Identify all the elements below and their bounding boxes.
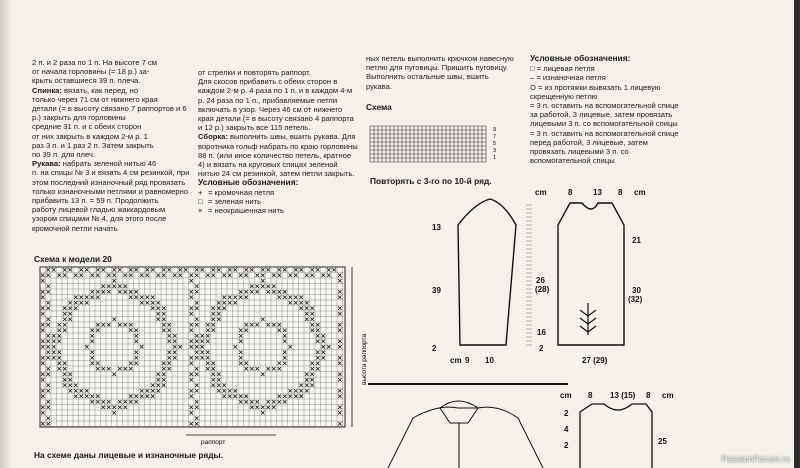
measure-label: 30 <box>632 286 641 295</box>
text-line: вязать, как перед, но <box>61 85 139 95</box>
repeat-note: Повторять с 3-го по 10-й ряд. <box>370 176 492 186</box>
measure-label: 2 <box>564 441 569 450</box>
text-line: 2 п. и 2 раза по 1 п. На высоте 7 см <box>32 58 157 67</box>
row-number: 1 <box>493 155 497 161</box>
collar-outline <box>440 401 478 423</box>
measure-label: cm <box>634 188 646 197</box>
text-line: от начала горловины (= 18 р.) за- <box>32 67 150 77</box>
measure-label: 2 <box>432 344 437 353</box>
measure-label: 16 <box>537 328 546 337</box>
sleeves-section <box>32 159 190 168</box>
legend-text: = неокрашенная нить <box>208 206 284 216</box>
measure-label: 8 <box>618 188 623 197</box>
row-number: 9 <box>493 127 497 133</box>
back-pattern <box>560 390 710 468</box>
text-line: только через 71 см от нижнего края <box>32 94 158 104</box>
legend-item: □ = лицевая петля <box>530 64 595 74</box>
text-line: средние 31 п. и с обеих сторон <box>32 122 142 132</box>
legend-title: Условные обозначения: <box>530 53 631 63</box>
page-edge <box>794 0 800 468</box>
green-yarn-icon: □ <box>198 196 203 206</box>
legend-text: = зеленая нить <box>208 196 262 206</box>
measure-label: cm <box>662 391 674 400</box>
row-number: 3 <box>493 148 497 154</box>
text-line: Для скосов прибавить с обеих сторон в каждом 2-м р. 4 раза по 1 п. и в каждом 4-м р. 24 раза по 1 п., прибавляемые петли включать в узор. Через 46 см от нижнего края детали (= в высоту связано 4 раппорта и 12 р.) закрыть все 115 петель. <box>198 77 354 133</box>
back-section <box>32 86 190 95</box>
legend-item: = 3 п. оставить на вспомогательной спице перед работой, 3 лицевые, затем провязать лицевыми 3 п. со вспомогательной спицы <box>530 128 679 166</box>
legend-item: – = изнаночная петля <box>530 73 606 83</box>
garment-pattern <box>420 185 660 370</box>
measure-label: cm <box>560 391 572 400</box>
measure-label: 2 <box>564 409 569 418</box>
measure-label: 39 <box>432 286 441 295</box>
text-line: по 39 п. для плеч. <box>32 150 95 160</box>
measure-label: 9 <box>465 356 470 365</box>
measure-label: 26 <box>536 276 545 285</box>
assembly-heading: Сборка: <box>198 132 228 142</box>
jacket-outline <box>388 407 543 468</box>
chart-title: Схема к модели 20 <box>34 254 112 264</box>
text-line: набрать зеленой нитью 46 <box>60 159 157 169</box>
jacquard-chart <box>36 265 376 445</box>
cable-scheme <box>368 124 512 164</box>
back-heading: Спинка: <box>32 85 62 95</box>
text-line: работу лицевой гладью жаккардовым узором спицами № 4, для этого после кромочной петли начать <box>32 205 167 233</box>
measure-label: cm <box>450 356 462 365</box>
column-3 <box>366 54 516 112</box>
measure-label: 13 <box>593 188 602 197</box>
text-line: детали (= в высоту связано 7 раппортов и 6 р.) закрыть для горловины <box>32 104 187 123</box>
measure-label: 2 <box>539 344 544 353</box>
front-outline <box>558 203 624 345</box>
undyed-yarn-icon: × <box>198 206 203 216</box>
assembly-section <box>198 132 358 178</box>
measure-label: 10 <box>485 356 494 365</box>
measure-label: (28) <box>535 285 550 294</box>
sleeve-outline <box>458 199 516 345</box>
measure-label: 27 (29) <box>582 356 608 365</box>
legend-item: = 3 п. оставить на вспомогательной спице за работой, 3 лицевые, затем провязать лицевыми 3 п. со вспомогательной спицы <box>530 101 679 129</box>
assembly-text: выполнить швы, вшить рукава. Для воротника гольф набрать по краю горловины 88 п. (или иное количество петель, кратное 4) и вязать на круговых спицах зеленой нитью 24 см резинкой, затем петли закрыть. <box>198 132 358 179</box>
sleeves-heading: Рукава: <box>32 159 61 169</box>
measure-label: 4 <box>564 425 569 434</box>
page-binding <box>0 0 12 468</box>
legend-title: Условные обозначения: <box>198 177 299 188</box>
measure-label: 21 <box>632 236 641 245</box>
measure-label: 8 <box>568 188 573 197</box>
text-line: раз 3 п. и 1 раз 2 п. Затем закрыть <box>32 140 154 150</box>
text-line: прибавить 13 п. = 59 п. Продолжить <box>32 196 159 206</box>
chart-note: На схеме даны лицевые и изнаночные ряды. <box>34 450 224 460</box>
watermark: PassionForum.ru <box>721 454 790 464</box>
back-outline <box>580 404 652 468</box>
measure-label: 13 (15) <box>610 391 636 400</box>
text-line: ных петель выполнить крючком навесную петлю для пуговицы. Пришить пуговицу. Выполнить остальные швы, вшить рукава. <box>366 54 514 91</box>
text-line: п. на спицы № 3 и вязать 4 см резинкой, при этом последний изнаночный ряд провязать только изнаночными петлями и равномерно <box>32 168 190 196</box>
measure-label: cm <box>535 188 547 197</box>
row-number: 5 <box>493 141 497 147</box>
row-number: 7 <box>493 134 497 140</box>
text-line: от стрелки и повторять раппорт. <box>198 68 311 77</box>
column-2 <box>198 68 358 215</box>
legend-text: = кромочная петля <box>208 187 275 197</box>
column-1 <box>32 58 190 233</box>
text-line: крыть оставшиеся 39 п. плеча. <box>32 76 141 86</box>
repeat-width-label: раппорт <box>201 439 226 445</box>
scheme-label: Схема <box>366 101 392 112</box>
edge-stitch-icon: + <box>198 187 203 197</box>
measure-label: 8 <box>588 391 593 400</box>
repeat-height-label: высота раппорта <box>361 333 368 385</box>
column-4 <box>530 54 680 165</box>
cable-motif <box>580 303 596 335</box>
garment-illustration <box>368 378 568 468</box>
text-line: от них закрыть в каждом 2-м р. 1 <box>32 131 148 141</box>
legend-item <box>198 188 358 197</box>
measure-label: (32) <box>628 295 643 304</box>
legend-item <box>198 206 358 215</box>
measure-label: 8 <box>646 391 651 400</box>
measure-label: 13 <box>432 223 441 232</box>
measure-label: 25 <box>658 437 667 446</box>
legend-item <box>198 197 358 206</box>
legend-item: О = из протяжки вывязать 1 лицевую скрещенную петлю <box>530 82 661 101</box>
